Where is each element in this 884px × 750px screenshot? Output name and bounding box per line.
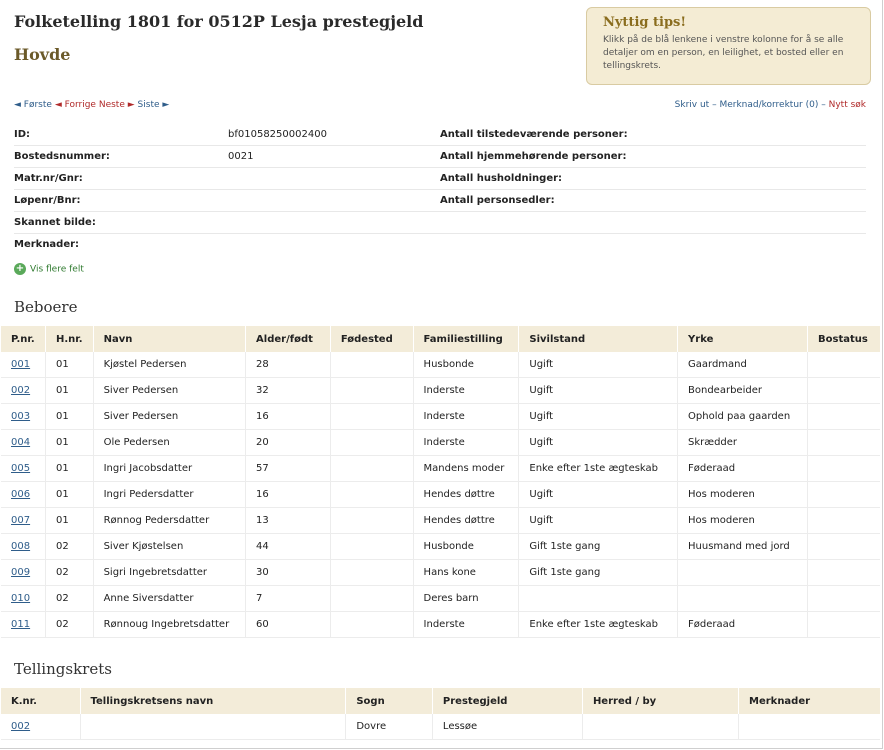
table-cell: Ingri Jacobsdatter (93, 456, 245, 482)
table-cell: Rønnoug Ingebretsdatter (93, 612, 245, 638)
record-navigation (14, 100, 169, 110)
residents-heading: Beboere (14, 298, 78, 316)
column-header: Sivilstand (519, 326, 678, 352)
nav-next-link[interactable]: Neste (98, 100, 125, 110)
households-label: Antall husholdninger: (440, 173, 563, 184)
first-arrow-icon: ◄ (14, 100, 21, 110)
table-cell: Hendes døttre (413, 482, 519, 508)
record-link[interactable]: 003 (11, 411, 31, 422)
column-header: Bostatus (808, 326, 881, 352)
table-cell (808, 560, 881, 586)
nav-first-link[interactable]: Første (23, 100, 52, 110)
resident-row (1, 378, 880, 404)
column-header: Sogn (346, 688, 433, 714)
info-row (14, 212, 866, 234)
tips-box (586, 7, 871, 85)
table-cell: Ole Pedersen (93, 430, 245, 456)
resident-row (1, 482, 880, 508)
table-cell: Dovre (346, 714, 433, 740)
table-cell (1, 612, 45, 638)
resident-row (1, 430, 880, 456)
table-cell: Husbonde (413, 534, 519, 560)
table-cell (808, 404, 881, 430)
show-more-fields[interactable] (14, 263, 84, 275)
column-header: Tellingskretsens navn (80, 688, 346, 714)
table-cell (330, 378, 413, 404)
record-link[interactable]: 001 (11, 359, 31, 370)
present-persons-label: Antall tilstedeværende personer: (440, 129, 628, 140)
table-cell: Kjøstel Pedersen (93, 352, 245, 378)
plus-icon: + (15, 263, 25, 274)
info-row (14, 168, 866, 190)
table-cell: Inderste (413, 430, 519, 456)
table-cell: Sigri Ingebretsdatter (93, 560, 245, 586)
table-cell: Ugift (519, 508, 678, 534)
table-cell: Hans kone (413, 560, 519, 586)
table-cell: 44 (246, 534, 331, 560)
table-cell: 13 (246, 508, 331, 534)
table-cell: Hos moderen (678, 508, 808, 534)
table-cell: Føderaad (678, 612, 808, 638)
info-row (14, 146, 866, 168)
table-cell: 01 (45, 508, 93, 534)
table-cell: Inderste (413, 404, 519, 430)
column-header: Prestegjeld (432, 688, 582, 714)
remark-link[interactable]: Merknad/korrektur (0) (719, 100, 819, 110)
id-label: ID: (14, 129, 31, 140)
lopenr-label: Løpenr/Bnr: (14, 195, 81, 206)
table-cell (330, 352, 413, 378)
table-cell (330, 404, 413, 430)
table-cell (330, 612, 413, 638)
table-cell: Inderste (413, 612, 519, 638)
table-cell (1, 378, 45, 404)
table-cell: Gift 1ste gang (519, 560, 678, 586)
table-cell: Ugift (519, 404, 678, 430)
residence-number-value: 0021 (228, 151, 254, 162)
table-cell: 57 (246, 456, 331, 482)
table-cell: Anne Siversdatter (93, 586, 245, 612)
table-cell: 28 (246, 352, 331, 378)
table-cell (1, 508, 45, 534)
table-cell (808, 612, 881, 638)
table-cell: 01 (45, 482, 93, 508)
record-link[interactable]: 002 (11, 385, 31, 396)
column-header: Merknader (739, 688, 881, 714)
district-heading: Tellingskrets (14, 660, 112, 678)
table-cell: 16 (246, 482, 331, 508)
column-header: K.nr. (1, 688, 80, 714)
table-cell: Hendes døttre (413, 508, 519, 534)
table-cell: Siver Pedersen (93, 404, 245, 430)
table-cell (1, 714, 80, 740)
person-slips-label: Antall personsedler: (440, 195, 555, 206)
table-cell: Ingri Pedersdatter (93, 482, 245, 508)
column-header: H.nr. (45, 326, 93, 352)
table-cell (330, 430, 413, 456)
record-link[interactable]: 002 (11, 721, 31, 732)
table-cell: 01 (45, 430, 93, 456)
page-subtitle: Hovde (14, 45, 71, 64)
table-cell (1, 560, 45, 586)
resident-row (1, 586, 880, 612)
record-link[interactable]: 006 (11, 489, 31, 500)
table-cell (330, 456, 413, 482)
column-header: Herred / by (582, 688, 738, 714)
remarks-label: Merknader: (14, 239, 80, 250)
matr-label: Matr.nr/Gnr: (14, 173, 83, 184)
table-cell: Gaardmand (678, 352, 808, 378)
residence-number-label: Bostedsnummer: (14, 151, 110, 162)
district-table (1, 688, 880, 740)
table-cell: Mandens moder (413, 456, 519, 482)
nav-prev-link[interactable]: Forrige (64, 100, 96, 110)
table-cell: Gift 1ste gang (519, 534, 678, 560)
table-cell (808, 508, 881, 534)
resident-row (1, 456, 880, 482)
table-cell (678, 560, 808, 586)
tips-text: Klikk på de blå lenkene i venstre kolonne for å se alle detaljer om en person, en leilighet, et bosted eller en tellingskrets. (603, 35, 844, 71)
table-cell: Huusmand med jord (678, 534, 808, 560)
table-cell: Siver Kjøstelsen (93, 534, 245, 560)
resident-persons-label: Antall hjemmehørende personer: (440, 151, 627, 162)
show-more-fields-label: Vis flere felt (30, 264, 84, 275)
record-link[interactable]: 010 (11, 593, 31, 604)
table-cell: Ugift (519, 378, 678, 404)
prev-arrow-icon: ◄ (54, 100, 62, 110)
table-cell: 60 (246, 612, 331, 638)
table-cell (330, 482, 413, 508)
table-cell: Enke efter 1ste ægteskab (519, 612, 678, 638)
table-cell: 02 (45, 534, 93, 560)
last-arrow-icon: ► (162, 100, 170, 110)
record-link[interactable]: 008 (11, 541, 31, 552)
table-cell (330, 586, 413, 612)
table-cell (1, 430, 45, 456)
table-cell (1, 482, 45, 508)
table-cell: Skrædder (678, 430, 808, 456)
table-cell: Føderaad (678, 456, 808, 482)
column-header: Fødested (330, 326, 413, 352)
column-header: P.nr. (1, 326, 45, 352)
record-link[interactable]: 004 (11, 437, 31, 448)
info-table (14, 124, 866, 255)
table-cell: Ugift (519, 430, 678, 456)
record-link[interactable]: 009 (11, 567, 31, 578)
next-arrow-icon: ► (127, 100, 135, 110)
action-separator: – (821, 100, 826, 110)
table-cell: Enke efter 1ste ægteskab (519, 456, 678, 482)
table-cell: Rønnog Pedersdatter (93, 508, 245, 534)
table-cell (678, 586, 808, 612)
new-search-link[interactable]: Nytt søk (828, 100, 866, 110)
info-row (14, 190, 866, 212)
table-cell: 02 (45, 586, 93, 612)
table-cell: Bondearbeider (678, 378, 808, 404)
table-cell (808, 430, 881, 456)
table-cell (1, 404, 45, 430)
table-cell: 32 (246, 378, 331, 404)
table-cell: 30 (246, 560, 331, 586)
table-cell (739, 714, 881, 740)
table-cell (808, 352, 881, 378)
table-cell: 01 (45, 352, 93, 378)
table-cell: Siver Pedersen (93, 378, 245, 404)
table-cell: 16 (246, 404, 331, 430)
column-header: Navn (93, 326, 245, 352)
column-header: Yrke (678, 326, 808, 352)
record-link[interactable]: 007 (11, 515, 31, 526)
info-row (14, 124, 866, 146)
action-separator: – (712, 100, 717, 110)
info-row (14, 234, 866, 255)
table-cell (808, 378, 881, 404)
table-cell (519, 586, 678, 612)
id-value: bf01058250002400 (228, 129, 327, 140)
table-cell (582, 714, 738, 740)
table-cell: 01 (45, 456, 93, 482)
record-link[interactable]: 011 (11, 619, 31, 630)
table-cell: 01 (45, 404, 93, 430)
table-cell (1, 534, 45, 560)
table-cell (1, 456, 45, 482)
table-cell: Husbonde (413, 352, 519, 378)
resident-row (1, 560, 880, 586)
table-cell: 20 (246, 430, 331, 456)
residents-table (1, 326, 880, 638)
table-cell: Deres barn (413, 586, 519, 612)
resident-row (1, 404, 880, 430)
table-cell (330, 560, 413, 586)
table-cell: Ugift (519, 352, 678, 378)
record-link[interactable]: 005 (11, 463, 31, 474)
table-cell (808, 456, 881, 482)
table-cell: 02 (45, 612, 93, 638)
table-cell (330, 508, 413, 534)
table-cell: Inderste (413, 378, 519, 404)
table-cell: Ophold paa gaarden (678, 404, 808, 430)
page-actions (675, 100, 866, 110)
column-header: Alder/født (246, 326, 331, 352)
nav-last-link[interactable]: Siste (137, 100, 160, 110)
table-cell (1, 586, 45, 612)
tips-title: Nyttig tips! (603, 15, 687, 30)
resident-row (1, 352, 880, 378)
table-cell (808, 586, 881, 612)
scanned-image-label: Skannet bilde: (14, 217, 96, 228)
table-cell (80, 714, 346, 740)
resident-row (1, 534, 880, 560)
table-cell: Hos moderen (678, 482, 808, 508)
print-link[interactable]: Skriv ut (674, 100, 710, 110)
table-cell (808, 482, 881, 508)
table-cell: 01 (45, 378, 93, 404)
resident-row (1, 508, 880, 534)
district-row (1, 714, 880, 740)
resident-row (1, 612, 880, 638)
page-title: Folketelling 1801 for 0512P Lesja prestegjeld (14, 12, 424, 31)
table-cell: 02 (45, 560, 93, 586)
table-cell (808, 534, 881, 560)
table-cell: Lessøe (432, 714, 582, 740)
column-header: Familiestilling (413, 326, 519, 352)
table-cell (1, 352, 45, 378)
table-cell (330, 534, 413, 560)
table-cell: 7 (246, 586, 331, 612)
table-cell: Ugift (519, 482, 678, 508)
